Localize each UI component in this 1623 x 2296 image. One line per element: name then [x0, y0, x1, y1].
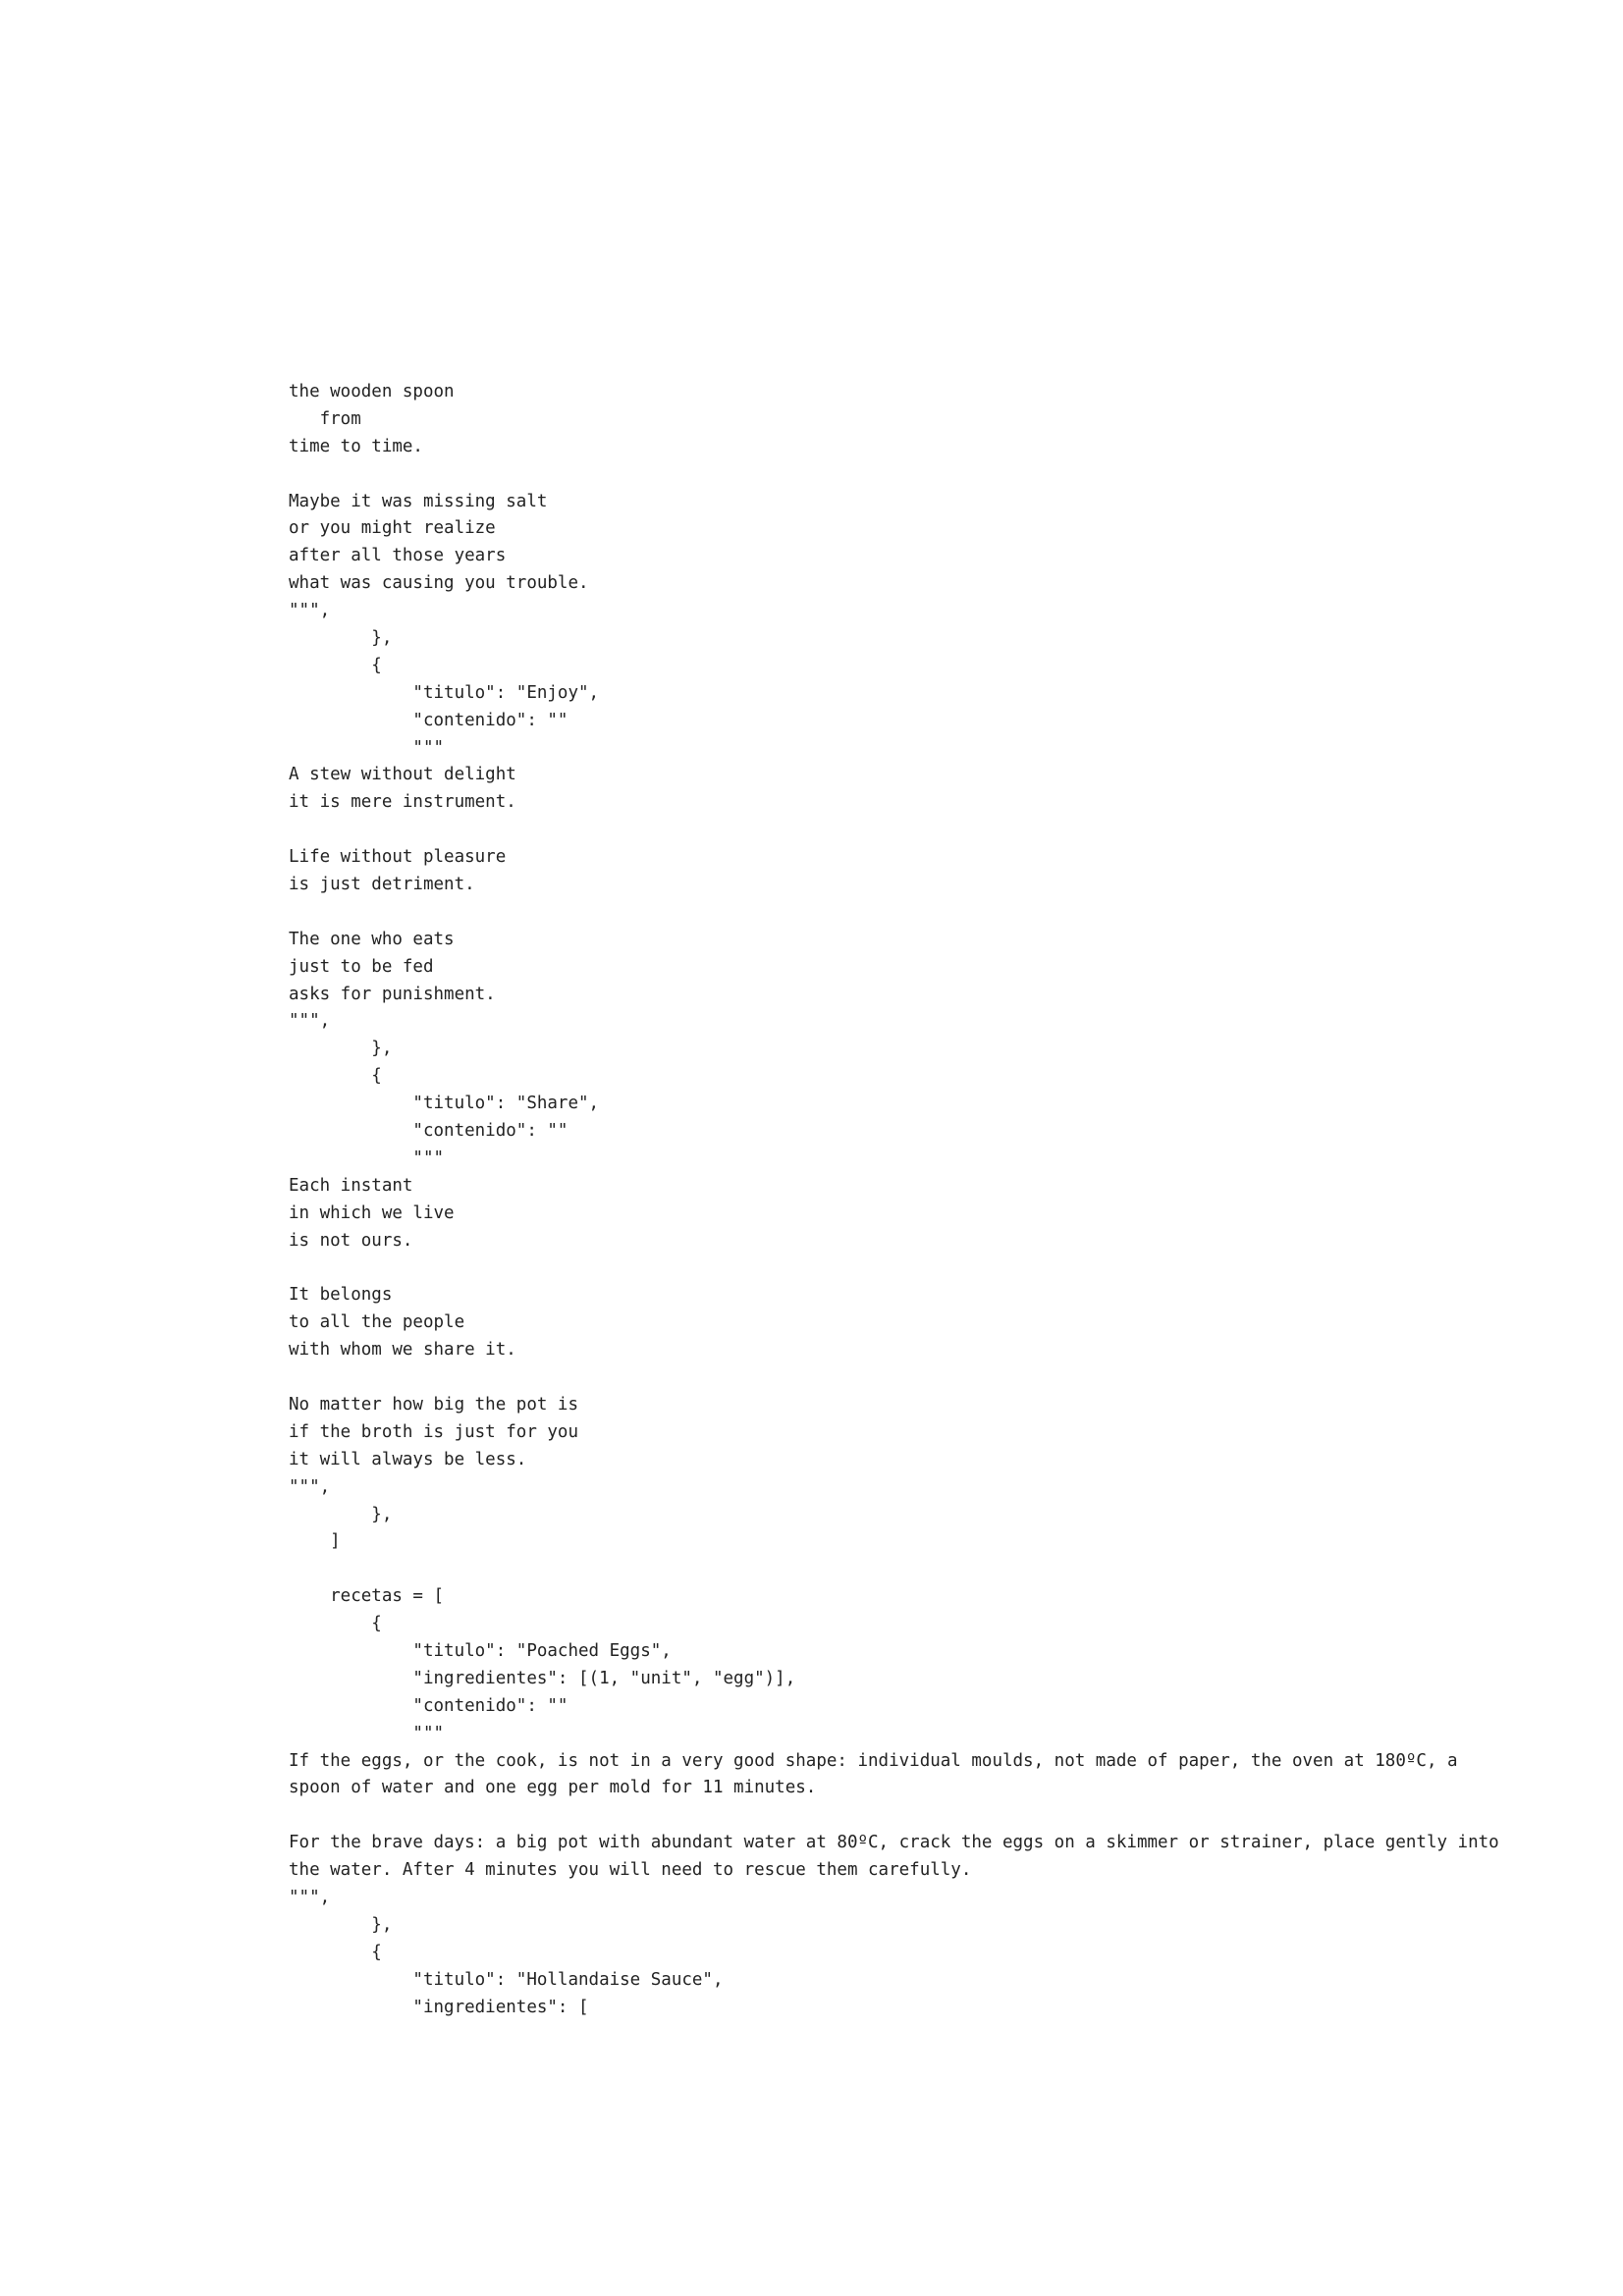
code-line: "ingredientes": [(1, "unit", "egg")],: [289, 1668, 796, 1688]
code-line: from: [289, 408, 361, 429]
code-line: or you might realize: [289, 518, 496, 539]
code-line: """,: [289, 1476, 331, 1497]
code-line: Life without pleasure: [289, 847, 507, 868]
code-line: "contenido": "": [289, 1695, 568, 1716]
code-line: {: [289, 1614, 382, 1634]
code-line: ]: [289, 1531, 341, 1552]
code-line: Maybe it was missing salt: [289, 491, 548, 511]
code-line: "titulo": "Enjoy",: [289, 682, 600, 703]
code-line: {: [289, 1066, 382, 1087]
code-line: it is mere instrument.: [289, 792, 516, 813]
code-line: """,: [289, 1887, 331, 1907]
code-line: Each instant: [289, 1175, 413, 1196]
code-line: is not ours.: [289, 1230, 413, 1251]
code-line: "titulo": "Hollandaise Sauce",: [289, 1969, 724, 1990]
code-line: if the broth is just for you: [289, 1421, 579, 1442]
code-line: recetas = [: [289, 1586, 445, 1607]
code-line: """,: [289, 1011, 331, 1032]
code-line: [289, 461, 1467, 489]
code-line: "titulo": "Poached Eggs",: [289, 1640, 672, 1661]
code-line: The one who eats: [289, 929, 455, 949]
code-line: after all those years: [289, 546, 507, 566]
code-line: },: [289, 1914, 393, 1935]
code-line: "titulo": "Share",: [289, 1094, 600, 1114]
code-line: [289, 1802, 1467, 1830]
code-line: },: [289, 628, 393, 649]
code-line: with whom we share it.: [289, 1340, 516, 1361]
code-text-block: [289, 379, 1499, 2021]
code-line: asks for punishment.: [289, 984, 496, 1004]
code-line: to all the people: [289, 1312, 465, 1333]
code-line: the water. After 4 minutes you will need to rescue them carefully.: [289, 1860, 972, 1881]
code-line: "contenido": "": [289, 710, 568, 730]
code-line: """: [289, 1148, 445, 1168]
code-line: {: [289, 1942, 382, 1962]
code-line: in which we live: [289, 1202, 455, 1223]
code-line: it will always be less.: [289, 1449, 527, 1469]
code-line: No matter how big the pot is: [289, 1394, 579, 1415]
code-line: [289, 1556, 1467, 1583]
code-line: If the eggs, or the cook, is not in a very good shape: individual moulds, not made of paper, the oven at 180ºC, a: [289, 1750, 1458, 1771]
code-line: """,: [289, 601, 331, 621]
code-line: },: [289, 1504, 393, 1524]
code-line: It belongs: [289, 1285, 393, 1306]
code-line: [289, 1255, 1467, 1283]
code-line: """: [289, 737, 445, 758]
code-line: just to be fed: [289, 956, 434, 977]
code-line: {: [289, 655, 382, 675]
code-line: For the brave days: a big pot with abundant water at 80ºC, crack the eggs on a skimmer or strainer, place gently into: [289, 1833, 1499, 1853]
code-line: the wooden spoon: [289, 382, 455, 401]
code-line: is just detriment.: [289, 875, 475, 895]
code-line: [289, 899, 1467, 927]
code-line: "ingredientes": [: [289, 1997, 589, 2017]
code-line: [289, 817, 1467, 844]
code-line: spoon of water and one egg per mold for 11 minutes.: [289, 1778, 817, 1798]
code-line: time to time.: [289, 436, 423, 456]
code-line: },: [289, 1039, 393, 1059]
code-line: what was causing you trouble.: [289, 573, 589, 594]
code-line: "contenido": "": [289, 1121, 568, 1142]
code-line: """: [289, 1723, 445, 1743]
code-line: [289, 1364, 1467, 1392]
code-line: A stew without delight: [289, 765, 516, 785]
